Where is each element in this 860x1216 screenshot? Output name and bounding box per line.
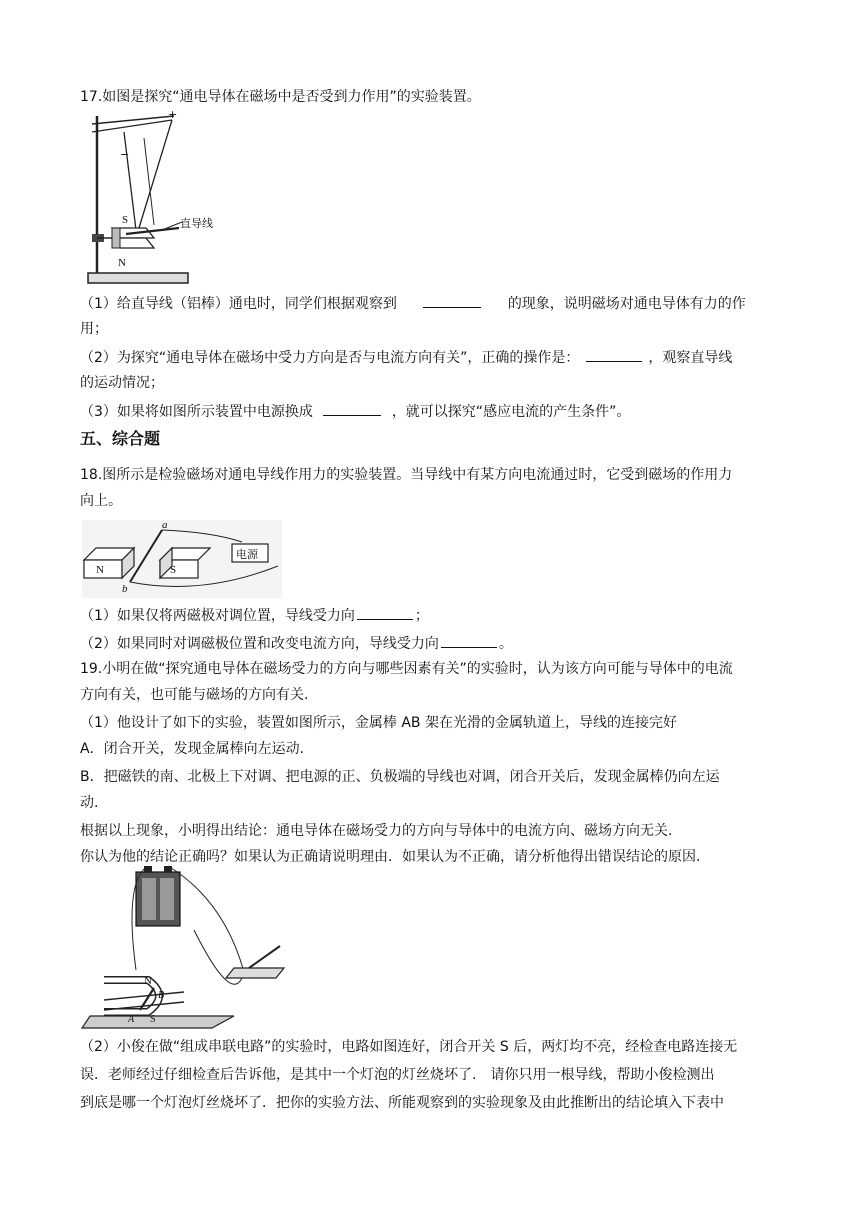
q17-fig-label-pos: +: [168, 108, 178, 121]
q17-part3-text-a: （3）如果将如图所示装置中电源换成: [80, 404, 313, 420]
q18-part2-text-a: （2）如果同时对调磁极位置和改变电流方向，导线受力向: [80, 636, 439, 652]
q18-part1-text-b: ；: [414, 608, 429, 624]
q17-part3-blank[interactable]: [323, 400, 381, 416]
q17-fig-label-neg: −: [120, 148, 130, 161]
q17-figure: [84, 108, 213, 292]
q18-line1: 18.图所示是检验磁场对通电导线作用力的实验装置。当导线中有某方向电流通过时，它受到磁场的作用力: [80, 467, 733, 483]
q18-fig-label-s: S: [170, 564, 177, 576]
q18-part2-blank[interactable]: [441, 632, 497, 648]
q18-fig-label-a: a: [162, 519, 168, 531]
q19-option-b-line2: 动.: [80, 795, 99, 811]
q19-option-b-line1: B．把磁铁的南、北极上下对调、把电源的正、负极端的导线也对调，闭合开关后，发现金属棒仍向左运: [80, 769, 720, 785]
q17-fig-label-n: N: [118, 257, 126, 269]
q17-part1-text-b: 的现象，说明磁场对通电导体有力的作: [507, 296, 746, 312]
q17-part1-line1: [80, 292, 785, 315]
q17-part2-text-b: ，观察直导线: [648, 350, 733, 366]
q17-part2-text-a: （2）为探究“通电导体在磁场中受力方向是否与电流方向有关”，正确的操作是：: [80, 350, 580, 366]
q18-line2: 向上。: [80, 493, 122, 509]
q19-line1: 19.小明在做“探究通电导体在磁场受力的方向与哪些因素有关”的实验时，认为该方向可能与导体中的电流: [80, 661, 733, 677]
q19-figure: [84, 860, 304, 1030]
q19-fig-label-b: B: [158, 990, 165, 1001]
q19-conclusion: 根据以上现象，小明得出结论：通电导体在磁场受力的方向与导体中的电流方向、磁场方向无关.: [80, 823, 673, 839]
q18-part2-line: [80, 632, 785, 655]
q19-fig-label-a: A: [128, 1014, 135, 1025]
q19-question: 你认为他的结论正确吗？如果认为正确请说明理由．如果认为不正确，请分析他得出错误结论的原因.: [80, 849, 701, 865]
q19-part2-line1: （2）小俊在做“组成串联电路”的实验时，电路如图连好，闭合开关 S 后，两灯均不亮，经检查电路连接无: [80, 1039, 738, 1055]
q19-fig-label-n: N: [144, 975, 152, 987]
q18-fig-label-power: 电源: [236, 548, 258, 561]
q19-part2-line2: 误．老师经过仔细检查后告诉他，是其中一个灯泡的灯丝烧坏了. 请你只用一根导线，帮助小俊检测出: [80, 1067, 715, 1083]
q18-fig-label-n: N: [96, 564, 104, 576]
q18-part1-line: [80, 604, 785, 627]
q19-option-a: A．闭合开关，发现金属棒向左运动.: [80, 741, 305, 757]
q17-part2-text-c: 的运动情况；: [80, 375, 164, 391]
q17-part2-line1: [80, 346, 785, 369]
q18-figure: [82, 520, 282, 598]
q19-part2-line3: 到底是哪一个灯泡灯丝烧坏了．把你的实验方法、所能观察到的实验现象及由此推断出的结论填入下表中: [80, 1095, 724, 1111]
q17-part1-blank[interactable]: [423, 292, 481, 308]
section-heading: 五、综合题: [80, 429, 161, 448]
q17-fig-label-wire: 直导线: [180, 217, 213, 230]
q18-part1-text-a: （1）如果仅将两磁极对调位置，导线受力向: [80, 608, 355, 624]
q17-part2-blank[interactable]: [586, 346, 642, 362]
q19-fig-label-s: S: [150, 1014, 156, 1025]
q17-title: 17.如图是探究“通电导体在磁场中是否受到力作用”的实验装置。: [80, 89, 481, 105]
q17-part1-text-c: 用；: [80, 321, 108, 337]
q17-part1-text-a: （1）给直导线（铝棒）通电时，同学们根据观察到: [80, 296, 397, 312]
q17-part3-line: [80, 400, 785, 423]
q19-line2: 方向有关，也可能与磁场的方向有关.: [80, 687, 309, 703]
q17-part3-text-b: ，就可以探究“感应电流的产生条件”。: [391, 404, 631, 420]
q17-fig-label-s: S: [122, 214, 129, 226]
q18-part2-text-b: 。: [498, 636, 513, 652]
q18-fig-label-b: b: [122, 583, 128, 595]
q19-part1: （1）他设计了如下的实验，装置如图所示，金属棒 AB 架在光滑的金属轨道上，导线的连接完好: [80, 715, 677, 731]
q18-part1-blank[interactable]: [357, 604, 413, 620]
